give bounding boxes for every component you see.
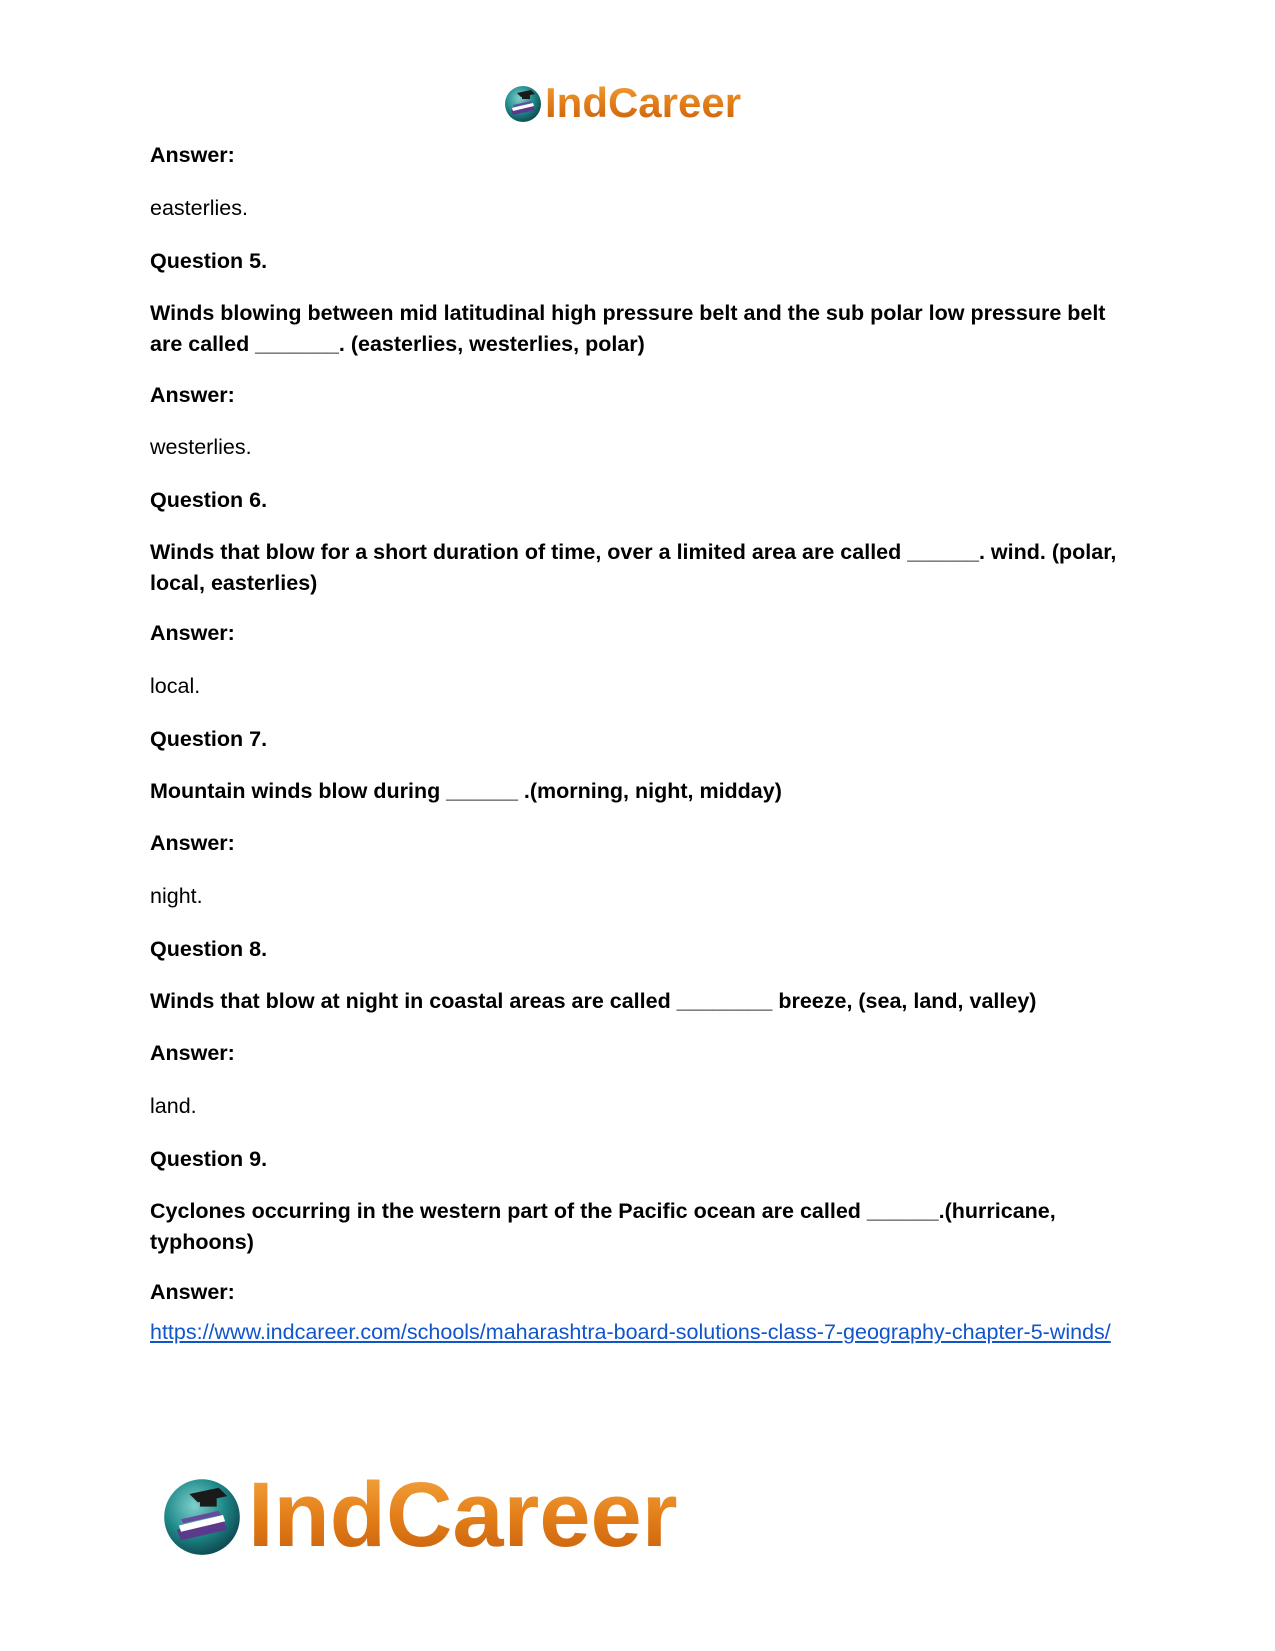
question-text: Cyclones occurring in the western part of the Pacific ocean are called ______.(hurricane, typhoons) <box>150 1199 1056 1254</box>
question-title: Question 7. <box>150 727 268 751</box>
answer-label: Answer: <box>150 383 235 407</box>
question-title: Question 5. <box>150 249 268 273</box>
question-text: Mountain winds blow during ______ .(morning, night, midday) <box>150 779 782 803</box>
answer-label: Answer: <box>150 621 235 645</box>
header-logo <box>503 80 741 126</box>
answer-label: Answer: <box>150 143 235 167</box>
brand-wordmark: IndCareer <box>545 79 742 126</box>
globe-book-icon <box>160 1473 244 1557</box>
source-link[interactable]: https://www.indcareer.com/schools/maharashtra-board-solutions-class-7-geography-chapter-5-winds/ <box>150 1320 1111 1344</box>
question-title: Question 8. <box>150 937 268 961</box>
answer-label: Answer: <box>150 1041 235 1065</box>
globe-book-icon <box>503 83 543 123</box>
question-text: Winds that blow for a short duration of time, over a limited area are called ______. wind. (polar, local, easterlies) <box>150 540 1117 595</box>
footer-logo <box>160 1464 678 1566</box>
question-text: Winds blowing between mid latitudinal high pressure belt and the sub polar low pressure belt are called _______. (easterlies, westerlies, polar) <box>150 301 1106 356</box>
question-title: Question 9. <box>150 1147 268 1171</box>
question-title: Question 6. <box>150 488 268 512</box>
answer-text: westerlies. <box>150 435 252 459</box>
answer-label: Answer: <box>150 1280 235 1304</box>
source-link-wrap <box>150 1314 1135 1350</box>
answer-text: night. <box>150 884 203 908</box>
answer-text: easterlies. <box>150 196 248 220</box>
answer-text: local. <box>150 674 201 698</box>
question-text: Winds that blow at night in coastal areas are called ________ breeze, (sea, land, valley) <box>150 989 1037 1013</box>
brand-wordmark: IndCareer <box>248 1464 678 1566</box>
answer-text: land. <box>150 1094 197 1118</box>
answer-label: Answer: <box>150 831 235 855</box>
